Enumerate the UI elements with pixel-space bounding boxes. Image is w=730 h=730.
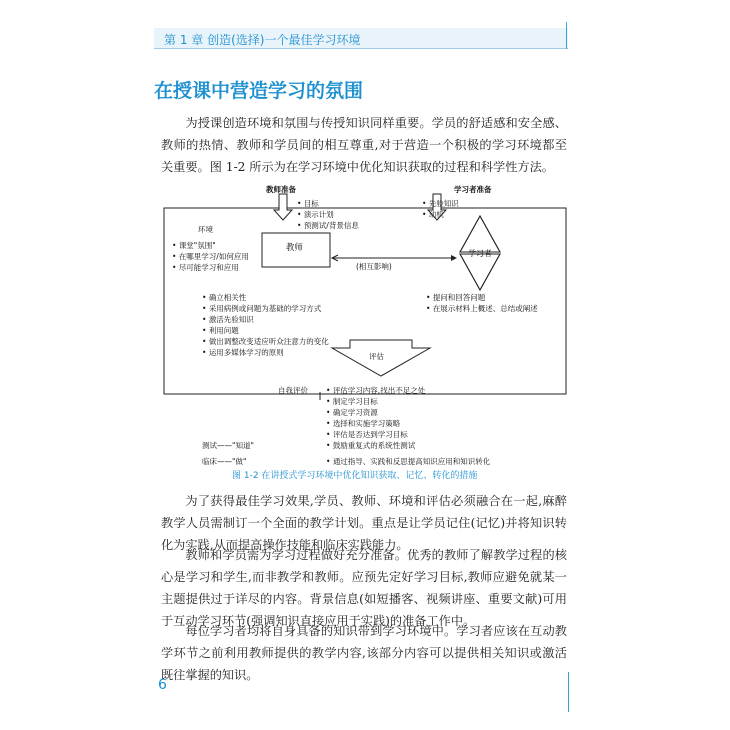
paragraph-goals: 为了获得最佳学习效果,学员、教师、环境和评估必须融合在一起,麻醉教学人员需制订一个全面的教学计划。重点是让学员记住(记忆)并将知识转化为实践,从而提高操作技能和临床实践能力。 — [161, 494, 567, 552]
environment-item: • 尽可能学习和应用 — [172, 262, 249, 273]
self-evaluation-item: • 确定学习资源 — [326, 407, 425, 418]
learner-actions-list — [426, 292, 538, 314]
learner-action-item: • 提问和回答问题 — [426, 292, 538, 303]
page-bottom-rule — [568, 672, 569, 712]
self-evaluation-item: • 评估是否达到学习目标 — [326, 429, 425, 440]
chapter-header-rule — [566, 22, 567, 49]
teacher-method-item: • 运用多媒体学习的原则 — [202, 347, 329, 358]
learner-prep-list — [422, 198, 459, 220]
self-evaluation-list — [326, 385, 425, 440]
paragraph-preparation: 教师和学员需为学习过程做好充分准备。优秀的教师了解教学过程的核心是学习和学生,而非教学和教师。应预先定好学习目标,教师应避免就某一主题提供过于详尽的内容。背景信息(如短播客、视频讲座、重要文献)可用于互动学习环节(强调知识直接应用于实践)的准备工作中。 — [161, 548, 567, 628]
interaction-label: (相互影响) — [356, 262, 392, 271]
teacher-prep-list — [297, 198, 359, 231]
teacher-prep-item: • 目标 — [297, 198, 359, 209]
teacher-prep-item: • 演示计划 — [297, 209, 359, 220]
teacher-method-item: • 采用病例或问题为基础的学习方式 — [202, 303, 329, 314]
environment-item: • 课堂"氛围" — [172, 240, 249, 251]
teacher-method-item: • 做出调整改变适应听众注意力的变化 — [202, 336, 329, 347]
learner-prep-label: 学习者准备 — [454, 185, 492, 194]
learning-environment-figure — [160, 178, 570, 476]
test-item: • 鼓励重复式的系统性测试 — [326, 440, 415, 451]
evaluation-label: 评估 — [369, 352, 384, 361]
teacher-methods-list — [202, 292, 329, 358]
self-evaluation-item: • 制定学习目标 — [326, 396, 425, 407]
learner-prep-item: • 动机 — [422, 209, 459, 220]
teacher-box-label: 教师 — [286, 243, 304, 253]
environment-list — [172, 240, 249, 273]
self-evaluation-item: • 选择和实施学习策略 — [326, 418, 425, 429]
self-evaluation-item: • 评估学习内容,找出不足之处 — [326, 385, 425, 396]
clinical-item: • 通过指导、实践和反思提高知识应用和知识转化 — [326, 456, 490, 467]
environment-item: • 在哪里学习/如何应用 — [172, 251, 249, 262]
learner-star-label: 学习者 — [468, 249, 492, 258]
environment-label: 环境 — [198, 225, 213, 234]
paragraph-learner-knowledge: 每位学习者均将自身具备的知识带到学习环境中。学习者应该在互动教学环节之前利用教师提供的教学内容,该部分内容可以提供相关知识或激活既往掌握的知识。 — [161, 624, 567, 682]
figure-caption: 图 1-2 在讲授式学习环境中优化知识获取、记忆、转化的措施 — [232, 471, 478, 481]
paragraph-intro: 为授课创造环境和氛围与传授知识同样重要。学员的舒适感和安全感、教师的热情、教师和学员间的相互尊重,对于营造一个积极的学习环境都至关重要。图 1-2 所示为在学习环境中优化知识获取的过程和科学性方法。 — [161, 116, 567, 174]
teacher-method-item: • 激活先验知识 — [202, 314, 329, 325]
self-evaluation-label: 自我评价 — [278, 386, 308, 395]
clinical-list — [326, 456, 490, 467]
test-list — [326, 440, 415, 451]
teacher-method-item: • 利用问题 — [202, 325, 329, 336]
clinical-label: 临床——"做" — [202, 457, 247, 466]
teacher-prep-label: 教师准备 — [266, 185, 296, 194]
test-label: 测试——"知道" — [202, 441, 254, 450]
learner-prep-item: • 先验知识 — [422, 198, 459, 209]
section-title: 在授课中营造学习的氛围 — [154, 80, 364, 102]
learner-action-item: • 在展示材料上概述、总结或阐述 — [426, 303, 538, 314]
teacher-method-item: • 确立相关性 — [202, 292, 329, 303]
page-number: 6 — [158, 677, 167, 693]
teacher-prep-item: • 预测试/背景信息 — [297, 220, 359, 231]
chapter-title: 第 1 章 创造(选择)一个最佳学习环境 — [164, 33, 361, 47]
